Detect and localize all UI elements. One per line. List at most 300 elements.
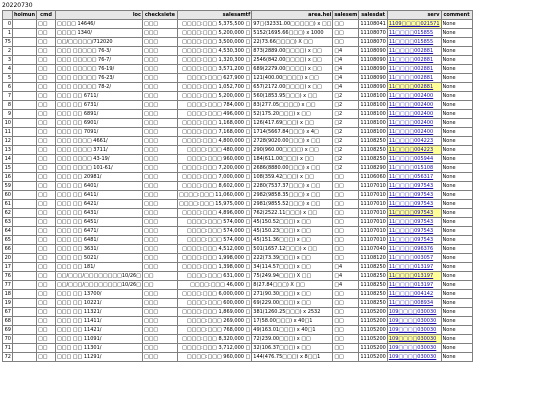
cmd-cell: □□ bbox=[37, 92, 55, 100]
cmd-cell: □□ bbox=[37, 308, 55, 316]
cmd-cell: □□ bbox=[37, 227, 55, 235]
row-marker-cell bbox=[13, 182, 36, 190]
row-marker-cell bbox=[13, 200, 36, 208]
salesdat-cell: 11107040 bbox=[360, 245, 386, 252]
area-cell: 381(1260.25□□□) x 2532 bbox=[252, 308, 332, 316]
loc-cell: □□/□□□□□/712020 bbox=[56, 38, 142, 46]
loc-cell: □□□ □□ 10221/ bbox=[56, 299, 142, 307]
salesdat-cell: 11107010 bbox=[360, 209, 386, 216]
area-cell: 83(277.05□□□□) x □□ bbox=[252, 101, 332, 109]
cmd-cell: □□ bbox=[37, 173, 55, 181]
column-header-area[interactable]: area.hei bbox=[252, 11, 332, 19]
loc-cell: □□□ □□ 7091/ bbox=[56, 128, 142, 136]
comment-cell: None bbox=[442, 317, 472, 325]
salesem-cell: □2 bbox=[333, 128, 358, 136]
salesem-cell: □□ bbox=[333, 290, 358, 298]
salesdat-cell: 11108250 bbox=[360, 263, 386, 270]
serv-link[interactable]: 11□□□□002400 bbox=[388, 101, 441, 109]
serv-link[interactable]: 11□□□□013197 bbox=[388, 281, 441, 289]
salesem-cell: □2 bbox=[333, 146, 358, 154]
row-index: 65 bbox=[4, 236, 11, 243]
salesem-cell: □□ bbox=[333, 20, 358, 28]
table-header-row bbox=[3, 11, 472, 19]
row-index: 71 bbox=[4, 344, 11, 351]
salesdat-cell: 11107010 bbox=[360, 236, 386, 243]
salesem-cell: □2 bbox=[333, 137, 358, 145]
checksiete-cell: □□□ bbox=[143, 56, 177, 64]
serv-link[interactable]: 11□□□□013197 bbox=[388, 263, 441, 271]
serv-link[interactable]: 11□□□□002881 bbox=[388, 65, 441, 73]
table-row bbox=[3, 101, 472, 109]
cmd-cell: □□ bbox=[37, 326, 55, 334]
serv-link[interactable]: 11□□□□056317 bbox=[388, 173, 441, 181]
salesamt-cell: □□□□:□□□ 7,168,000 □ bbox=[178, 128, 251, 136]
comment-cell: None bbox=[442, 335, 472, 343]
checksiete-cell: □□□ bbox=[143, 353, 177, 361]
serv-link[interactable]: 11□□□□002400 bbox=[388, 128, 441, 136]
table-row bbox=[3, 290, 472, 298]
salesamt-cell: □□□□:□□□ 496,000 □ bbox=[178, 110, 251, 118]
row-index: 3 bbox=[3, 56, 12, 64]
salesem-cell: □4 bbox=[333, 56, 358, 64]
salesamt-cell: □□□□:□□□ 11,060,000 □ bbox=[178, 191, 251, 198]
area-cell: 69(229.00□□□) x □□ bbox=[252, 299, 332, 307]
checksiete-cell: □□□ bbox=[143, 245, 177, 253]
area-cell: 2686(8880.00□□□) x □□ bbox=[252, 164, 332, 172]
comment-cell: None bbox=[442, 83, 472, 91]
row-index: 68 bbox=[4, 317, 11, 324]
loc-cell: □□□ □□ 6711/ bbox=[56, 92, 142, 100]
checksiete-cell: □□□ bbox=[143, 101, 177, 109]
row-index: 59 bbox=[4, 182, 11, 189]
serv-link[interactable]: 11□□□□015855 bbox=[388, 29, 441, 37]
comment-cell: None bbox=[442, 254, 472, 262]
area-cell: 144(476.75□□□) x 8□□1 bbox=[252, 353, 332, 361]
cmd-cell: □□ bbox=[37, 191, 55, 199]
checksiete-cell: □□□ bbox=[143, 47, 177, 55]
row-index: 70 bbox=[4, 335, 11, 342]
salesem-cell: □□ bbox=[333, 200, 358, 208]
checksiete-cell: □□□ bbox=[143, 209, 177, 217]
table-row bbox=[3, 299, 472, 307]
row-marker-cell bbox=[13, 281, 36, 289]
row-index: 2 bbox=[3, 47, 12, 55]
serv-link[interactable]: 11□□□□002881 bbox=[388, 74, 441, 82]
row-marker-cell bbox=[13, 74, 36, 82]
table-row bbox=[3, 65, 472, 73]
salesdat-cell: 11108250 bbox=[360, 146, 386, 153]
salesamt-cell: □□□□:□□□ 960,000 □ bbox=[178, 155, 251, 163]
serv-link[interactable]: 11□□□□002881 bbox=[388, 56, 441, 64]
comment-cell: None bbox=[442, 155, 472, 163]
row-index: 15 bbox=[4, 164, 11, 171]
checksiete-cell: □□ bbox=[143, 281, 177, 289]
salesamt-cell: □□□□:□□□ 574,000 □ bbox=[178, 236, 251, 244]
cmd-cell: □□ bbox=[37, 47, 55, 55]
salesdat-cell: 11105200 bbox=[360, 344, 386, 351]
serv-link[interactable]: 11□□□□097543 bbox=[388, 182, 441, 190]
comment-cell: None bbox=[442, 326, 472, 334]
checksiete-cell: □□□ bbox=[143, 227, 177, 235]
serv-link[interactable]: 11□□□□013197 bbox=[388, 272, 441, 280]
comment-cell: None bbox=[442, 272, 472, 280]
checksiete-cell: □□□ bbox=[143, 83, 177, 91]
area-cell: 222(73.39□□□) x □□ bbox=[252, 254, 332, 262]
salesamt-cell: □□□□:□□□ 15,975,000 □ bbox=[178, 200, 251, 207]
salesamt-cell: □□□□:□□□ 3,712,000 □ bbox=[178, 344, 251, 352]
row-index: 5 bbox=[3, 74, 12, 82]
table-row bbox=[3, 164, 472, 172]
comment-cell: None bbox=[442, 173, 472, 181]
area-cell: 2280(7537.37□□□) x □□ bbox=[252, 182, 332, 190]
loc-cell: □□□ □□ 181/ bbox=[56, 263, 142, 271]
serv-link[interactable]: 11□□□□004223 bbox=[388, 146, 441, 154]
serv-link[interactable]: 11□□□□002400 bbox=[388, 110, 441, 118]
row-marker-cell bbox=[13, 353, 36, 361]
comment-cell: None bbox=[442, 101, 472, 109]
area-cell: 290(960.00□□□□) x □□ bbox=[252, 146, 332, 154]
serv-link[interactable]: 11□□□□004223 bbox=[388, 137, 441, 145]
area-cell: 1714(5667.84□□□) x 4□ bbox=[252, 128, 332, 136]
cmd-cell: □□ bbox=[37, 128, 55, 136]
area-cell: 45(150.23□□□) x □□ bbox=[252, 227, 332, 235]
row-marker-cell bbox=[13, 128, 36, 136]
row-index: 75 bbox=[4, 38, 11, 45]
salesem-cell: □□ bbox=[333, 317, 358, 325]
cmd-cell: □□ bbox=[37, 38, 55, 46]
serv-link[interactable]: 11□□□□097543 bbox=[388, 209, 441, 217]
serv-link[interactable]: 11□□□□096376 bbox=[388, 245, 441, 253]
table-row bbox=[3, 344, 472, 352]
table-row bbox=[3, 335, 472, 343]
serv-link[interactable]: 11□□□□002881 bbox=[388, 83, 441, 91]
salesamt-cell: □□□□:□□□ 1,320,300 □ bbox=[178, 56, 251, 64]
cmd-cell: □□ bbox=[37, 56, 55, 64]
salesamt-cell: □□□□:□□□ 4,800,000 □ bbox=[178, 137, 251, 145]
comment-cell: None bbox=[442, 164, 472, 172]
row-index: 17 bbox=[4, 263, 11, 270]
area-cell: 49(163.01□□□) x 40□1 bbox=[252, 326, 332, 334]
serv-link[interactable]: 11□□□□015855 bbox=[388, 38, 441, 46]
salesamt-cell: □□□□:□□□ 7,000,000 □ bbox=[178, 173, 251, 181]
column-header-salesdat[interactable]: salesdat bbox=[361, 11, 385, 18]
salesdat-cell: 11108250 bbox=[360, 290, 386, 297]
salesamt-cell: □□□□:□□□ 960,000 □ bbox=[178, 353, 251, 361]
salesamt-cell: □□□□:□□□ 768,000 □ bbox=[178, 326, 251, 334]
loc-cell: □□□ □□ 11411/ bbox=[56, 317, 142, 325]
comment-cell: None bbox=[442, 38, 472, 46]
column-header-hoimun[interactable]: hoimun bbox=[14, 11, 36, 18]
table-row bbox=[3, 137, 472, 145]
row-marker-cell bbox=[13, 29, 36, 37]
salesdat-cell: 11105200 bbox=[360, 353, 386, 360]
area-cell: 2981(9855.52□□□) x □□ bbox=[252, 200, 332, 208]
loc-cell: □□□ □□□□ 3711/ bbox=[56, 146, 142, 154]
cmd-cell: □□ bbox=[37, 29, 55, 37]
salesdat-cell: 11108100 bbox=[360, 119, 386, 126]
checksiete-cell: □□□ bbox=[143, 92, 177, 100]
row-marker-cell bbox=[13, 146, 36, 154]
cmd-cell: □□ bbox=[37, 209, 55, 217]
row-marker-cell bbox=[13, 290, 36, 298]
row-marker-cell bbox=[13, 83, 36, 91]
area-cell: 32(106.37□□□) x □□ bbox=[252, 344, 332, 352]
area-cell: 75(249.94□□□) X □□ bbox=[252, 272, 332, 280]
column-header-loc[interactable]: loc bbox=[56, 11, 142, 19]
salesdat-cell: 11107010 bbox=[360, 182, 386, 189]
salesamt-cell: □□□□:□□□ 5,200,000 □ bbox=[178, 92, 251, 100]
loc-cell: □□□□ 14646/ bbox=[56, 20, 142, 28]
cmd-cell: □□ bbox=[37, 200, 55, 208]
comment-cell: None bbox=[442, 299, 472, 307]
salesamt-cell: □□□□:□□□ 6,000,000 □ bbox=[178, 290, 251, 298]
comment-cell: None bbox=[442, 308, 472, 316]
serv-link[interactable]: 11□□□□097543 bbox=[388, 227, 441, 235]
salesdat-cell: 11108090 bbox=[360, 83, 386, 90]
row-index: 4 bbox=[3, 65, 12, 73]
loc-cell: □□□ □□ 11421/ bbox=[56, 326, 142, 334]
salesamt-cell: □□□□:□□□ 1,998,000 □ bbox=[178, 254, 251, 262]
comment-cell: None bbox=[442, 29, 472, 37]
salesdat-cell: 11106060 bbox=[360, 173, 386, 180]
comment-cell: None bbox=[442, 74, 472, 82]
salesdat-cell: 11108250 bbox=[360, 272, 386, 279]
area-cell: 52(175.20□□□) x □□ bbox=[252, 110, 332, 118]
comment-cell: None bbox=[442, 128, 472, 136]
serv-link[interactable]: 11□□□□097543 bbox=[388, 200, 441, 208]
loc-cell: □□□ □□ 6481/ bbox=[56, 236, 142, 244]
table-row bbox=[3, 209, 472, 217]
area-cell: 108(359.42□□□) x □□ bbox=[252, 173, 332, 181]
checksiete-cell: □□□ bbox=[143, 191, 177, 199]
loc-cell: □□□ □□□□□ 76-19/ bbox=[56, 65, 142, 73]
salesem-cell: □2 bbox=[333, 110, 358, 118]
area-cell: 72(239.00□□□) x □□ bbox=[252, 335, 332, 343]
salesem-cell: □□ bbox=[333, 182, 358, 190]
salesem-cell: □□ bbox=[333, 209, 358, 217]
row-marker-cell bbox=[13, 164, 36, 172]
area-cell: 34(114.57□□□) x □□ bbox=[252, 263, 332, 271]
salesamt-cell: □□□□:□□□ 8,602,000 □ bbox=[178, 182, 251, 190]
cmd-cell: □□ bbox=[37, 20, 55, 28]
serv-link[interactable]: 11□□□□003057 bbox=[388, 254, 441, 262]
checksiete-cell: □□□ bbox=[143, 308, 177, 316]
table-row bbox=[3, 281, 472, 289]
cmd-cell: □□ bbox=[37, 110, 55, 118]
table-row bbox=[3, 308, 472, 316]
salesem-cell: □4 bbox=[333, 83, 358, 91]
table-row bbox=[3, 146, 472, 154]
row-index: 77 bbox=[4, 281, 11, 288]
table-row bbox=[3, 56, 472, 64]
salesem-cell: □□ bbox=[333, 344, 358, 352]
serv-link[interactable]: 11□□□□015108 bbox=[388, 164, 441, 172]
area-cell: 45(150.52□□□) x □□ bbox=[252, 218, 332, 226]
loc-cell: □□□ □□□□ 101-61/ bbox=[56, 164, 142, 172]
salesdat-cell: 11108090 bbox=[360, 47, 386, 54]
column-header-checksiete[interactable]: checksiete bbox=[144, 11, 175, 18]
row-marker-cell bbox=[13, 155, 36, 163]
loc-cell: □□□ □□□□ 4661/ bbox=[56, 137, 142, 145]
cmd-cell: □□ bbox=[37, 74, 55, 82]
row-index: 10 bbox=[4, 119, 11, 126]
row-marker-cell bbox=[13, 173, 36, 181]
row-index: 1 bbox=[3, 29, 12, 37]
comment-cell: None bbox=[442, 119, 472, 127]
comment-cell: None bbox=[442, 290, 472, 298]
area-cell: 5152(1695.66□□□) x 1000 bbox=[252, 29, 332, 37]
salesamt-cell: □□□□:□□□ 269,000 □ bbox=[178, 317, 251, 325]
table-row bbox=[3, 20, 472, 28]
loc-cell: □□□ □□ 6431/ bbox=[56, 209, 142, 217]
cmd-cell: □□ bbox=[37, 272, 55, 280]
checksiete-cell: □□□ bbox=[143, 74, 177, 82]
comment-cell: None bbox=[442, 146, 472, 154]
area-cell: 17(58.00□□□) x 40□1 bbox=[252, 317, 332, 325]
serv-link[interactable]: 11□□□□002881 bbox=[388, 47, 441, 55]
row-marker-cell bbox=[13, 308, 36, 316]
serv-link[interactable]: 11□□□□002400 bbox=[388, 119, 441, 127]
loc-cell: □□□ □□□□ 43-19/ bbox=[56, 155, 142, 163]
area-cell: 271(90.30□□□) x □□ bbox=[252, 290, 332, 298]
salesdat-cell: 11107010 bbox=[360, 200, 386, 207]
salesem-cell: □2 bbox=[333, 119, 358, 127]
column-header-salesamtf[interactable]: salesamtf bbox=[178, 11, 251, 19]
salesem-cell: □□ bbox=[333, 236, 358, 244]
serv-link[interactable]: 109□□□□030030 bbox=[388, 308, 441, 316]
serv-link[interactable]: 1109□□□□021571 bbox=[388, 20, 440, 27]
row-marker-cell bbox=[13, 209, 36, 217]
checksiete-cell: □□□ bbox=[143, 326, 177, 334]
checksiete-cell: □□□ bbox=[143, 290, 177, 298]
cmd-cell: □□ bbox=[37, 137, 55, 145]
salesamt-cell: □□□□:□□□ 627,900 □ bbox=[178, 74, 251, 82]
serv-link[interactable]: 11□□□□097543 bbox=[388, 191, 441, 199]
loc-cell: □□□ □□□□□ 76-3/ bbox=[56, 47, 142, 55]
row-index: 9 bbox=[3, 110, 12, 118]
checksiete-cell: □□□ bbox=[143, 317, 177, 325]
table-row bbox=[3, 200, 472, 208]
checksiete-cell: □□□ bbox=[143, 38, 177, 46]
cmd-cell: □□ bbox=[37, 101, 55, 109]
checksiete-cell: □□□ bbox=[143, 137, 177, 145]
salesdat-cell: 11108090 bbox=[360, 56, 386, 63]
row-index: 11 bbox=[4, 128, 11, 135]
comment-cell: None bbox=[442, 47, 472, 55]
cmd-cell: □□ bbox=[37, 146, 55, 154]
salesdat-cell: 11108250 bbox=[360, 137, 386, 144]
loc-cell: □□□ □□ 6401/ bbox=[56, 182, 142, 190]
table-row bbox=[3, 317, 472, 325]
table-body bbox=[3, 20, 472, 361]
checksiete-cell: □□□ bbox=[143, 146, 177, 154]
salesamt-cell: □□□□:□□□ 480,000 □ bbox=[178, 146, 251, 154]
serv-link[interactable]: 11□□□□005944 bbox=[388, 155, 441, 163]
loc-cell: □□□ □□ 11321/ bbox=[56, 308, 142, 316]
serv-link[interactable]: 109□□□□030030 bbox=[388, 326, 441, 334]
row-index: 18 bbox=[4, 290, 11, 297]
salesem-cell: □4 bbox=[333, 47, 358, 55]
salesdat-cell: 11107010 bbox=[360, 218, 386, 225]
salesdat-cell: 11105200 bbox=[360, 335, 386, 342]
salesem-cell: □□ bbox=[333, 254, 358, 262]
checksiete-cell: □□□ bbox=[143, 218, 177, 226]
comment-cell: None bbox=[442, 137, 472, 145]
table-row bbox=[3, 272, 472, 280]
salesem-cell: □4 bbox=[333, 281, 358, 289]
row-index: 0 bbox=[3, 20, 12, 28]
loc-cell: □□□ □□□□□ 76-7/ bbox=[56, 56, 142, 64]
salesamt-cell: □□□□:□□□ 46,000 □ bbox=[178, 281, 251, 289]
cmd-cell: □□ bbox=[37, 83, 55, 91]
area-cell: 501(1657.12□□□) x □□ bbox=[252, 245, 332, 253]
row-index: 76 bbox=[4, 272, 11, 279]
serv-link[interactable]: 109□□□□030030 bbox=[388, 317, 441, 325]
serv-link[interactable]: 11□□□□004142 bbox=[388, 290, 441, 298]
salesem-cell: □□ bbox=[333, 335, 358, 343]
salesem-cell: □□ bbox=[333, 191, 358, 199]
area-cell: 8(27.84□□□) X □□ bbox=[252, 281, 332, 289]
serv-link[interactable]: 109□□□□030030 bbox=[388, 335, 441, 343]
serv-link[interactable]: 109□□□□030030 bbox=[388, 344, 441, 352]
checksiete-cell: □□□ bbox=[143, 254, 177, 262]
row-marker-cell bbox=[13, 218, 36, 226]
loc-cell: □□□ □□ 6451/ bbox=[56, 218, 142, 226]
row-marker-cell bbox=[13, 263, 36, 271]
cmd-cell: □□ bbox=[37, 119, 55, 127]
area-cell: 657(2172.00□□□□) x □□ bbox=[252, 83, 332, 91]
row-marker-cell bbox=[13, 245, 36, 253]
comment-cell: None bbox=[442, 92, 472, 100]
salesdat-cell: 11108070 bbox=[360, 38, 386, 45]
loc-cell: □□□ □□ 6901/ bbox=[56, 119, 142, 127]
salesdat-cell: 11108250 bbox=[360, 155, 386, 162]
loc-cell: □□/□□□/□□□□□□□□10/26□ bbox=[57, 272, 141, 279]
column-header-comment[interactable]: comment bbox=[443, 11, 470, 18]
comment-cell: None bbox=[442, 227, 472, 235]
loc-cell: □□□ □□ 13700/ bbox=[56, 290, 142, 298]
loc-cell: □□□ □□ 20981/ bbox=[56, 173, 142, 181]
serv-link[interactable]: 11□□□□097543 bbox=[388, 236, 441, 244]
salesdat-cell: 11108250 bbox=[360, 299, 386, 306]
loc-cell: □□□ □□ 5021/ bbox=[56, 254, 142, 262]
column-header-salesem[interactable]: salesem bbox=[334, 11, 358, 18]
cmd-cell: □□ bbox=[37, 317, 55, 325]
column-header-serv[interactable]: serv bbox=[388, 11, 441, 19]
area-cell: 873(2889.00□□□□) x □□ bbox=[252, 47, 332, 55]
row-marker-cell bbox=[13, 191, 36, 199]
serv-link[interactable]: 11□□□□008934 bbox=[388, 299, 441, 307]
salesdat-cell: 11108100 bbox=[360, 101, 386, 108]
salesem-cell: □4 bbox=[333, 65, 358, 73]
salesem-cell: □□ bbox=[333, 245, 358, 253]
area-cell: 121(400.00□□□□) x □□ bbox=[252, 74, 332, 82]
serv-link[interactable]: 11□□□□002400 bbox=[388, 92, 441, 100]
salesamt-cell: □□□□:□□□ 7,200,000 □ bbox=[178, 164, 251, 172]
serv-link[interactable]: 11□□□□097543 bbox=[388, 218, 441, 226]
table-row bbox=[3, 245, 472, 253]
salesdat-cell: 11108100 bbox=[360, 110, 386, 117]
column-header-cmd[interactable]: cmd bbox=[37, 11, 55, 19]
row-index: 14 bbox=[4, 155, 11, 162]
comment-cell: None bbox=[442, 236, 472, 244]
checksiete-cell: □□□ bbox=[143, 344, 177, 352]
loc-cell: □□□ □□ 6411/ bbox=[56, 191, 142, 199]
row-index: 8 bbox=[3, 101, 12, 109]
serv-link[interactable]: 109□□□□030030 bbox=[388, 353, 441, 361]
table-row bbox=[3, 353, 472, 361]
salesamt-cell: □□□□:□□□ 3,500,000 □ bbox=[178, 38, 251, 46]
